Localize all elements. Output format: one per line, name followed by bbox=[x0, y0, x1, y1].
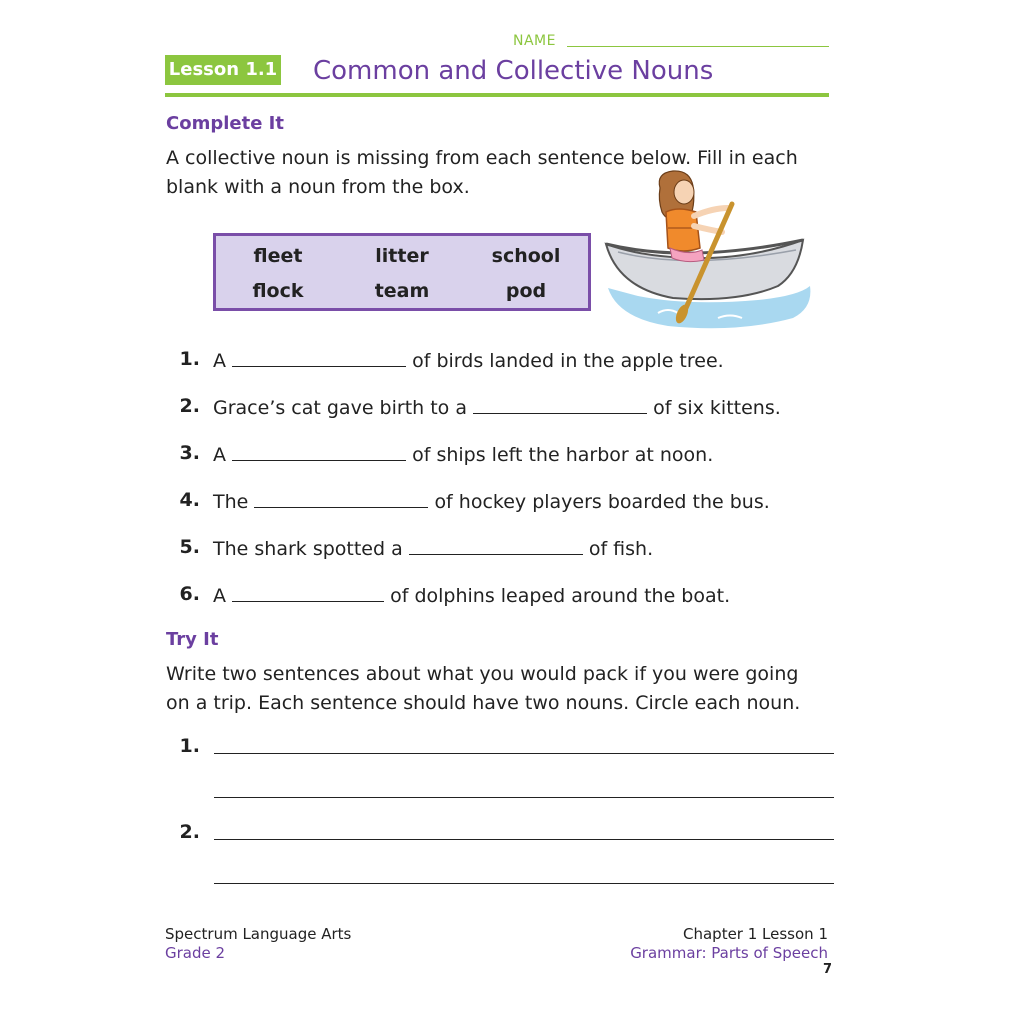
complete-it-heading: Complete It bbox=[166, 113, 284, 134]
answer-blank[interactable] bbox=[232, 583, 384, 602]
item-text-before: The shark spotted a bbox=[213, 538, 403, 560]
item-text bbox=[213, 583, 730, 607]
item-text-before: Grace’s cat gave birth to a bbox=[213, 397, 467, 419]
item-text bbox=[213, 395, 781, 419]
item-number: 5. bbox=[179, 536, 200, 558]
item-text bbox=[213, 442, 713, 466]
complete-it-instructions-line1: A collective noun is missing from each sentence below. Fill in each bbox=[166, 147, 798, 169]
footer-chapter: Chapter 1 Lesson 1 bbox=[683, 925, 828, 943]
name-label: NAME bbox=[513, 33, 556, 49]
answer-blank[interactable] bbox=[232, 348, 406, 367]
answer-blank[interactable] bbox=[254, 489, 428, 508]
word-bank-item: pod bbox=[505, 280, 547, 302]
item-text-before: A bbox=[213, 585, 226, 607]
item-text-after: of six kittens. bbox=[653, 397, 781, 419]
exercise-item bbox=[0, 395, 1024, 423]
item-text-before: The bbox=[213, 491, 249, 513]
answer-blank[interactable] bbox=[473, 395, 647, 414]
item-text bbox=[213, 489, 770, 513]
page-number: 7 bbox=[822, 962, 832, 977]
writing-line[interactable] bbox=[214, 797, 834, 798]
exercise-item bbox=[0, 489, 1024, 517]
exercise-item bbox=[0, 348, 1024, 376]
word-bank-item: fleet bbox=[253, 245, 303, 267]
writing-line[interactable] bbox=[214, 753, 834, 754]
footer-topic: Grammar: Parts of Speech bbox=[630, 944, 828, 962]
word-bank-item: litter bbox=[375, 245, 429, 267]
try-it-instructions-line2: on a trip. Each sentence should have two nouns. Circle each noun. bbox=[166, 692, 801, 714]
answer-blank[interactable] bbox=[232, 442, 406, 461]
girl-rowing-boat-illustration bbox=[598, 168, 813, 333]
item-number: 6. bbox=[179, 583, 200, 605]
item-text-after: of dolphins leaped around the boat. bbox=[390, 585, 731, 607]
item-text bbox=[213, 348, 724, 372]
name-input-line[interactable] bbox=[567, 46, 829, 47]
item-number: 1. bbox=[179, 735, 200, 757]
item-text-before: A bbox=[213, 444, 226, 466]
item-text bbox=[213, 536, 653, 560]
word-bank-item: team bbox=[374, 280, 430, 302]
complete-it-instructions-line2: blank with a noun from the box. bbox=[166, 176, 470, 198]
word-bank-item: flock bbox=[252, 280, 304, 302]
item-text-before: A bbox=[213, 350, 226, 372]
item-number: 2. bbox=[179, 395, 200, 417]
exercise-item bbox=[0, 536, 1024, 564]
word-bank-box bbox=[213, 233, 591, 311]
exercise-item bbox=[0, 583, 1024, 611]
lesson-badge: Lesson 1.1 bbox=[165, 55, 281, 85]
footer-grade: Grade 2 bbox=[165, 944, 226, 962]
item-text-after: of ships left the harbor at noon. bbox=[412, 444, 714, 466]
writing-line[interactable] bbox=[214, 883, 834, 884]
item-number: 4. bbox=[179, 489, 200, 511]
page-title: Common and Collective Nouns bbox=[313, 56, 714, 86]
try-it-heading: Try It bbox=[166, 629, 219, 650]
answer-blank[interactable] bbox=[409, 536, 583, 555]
footer-book-title: Spectrum Language Arts bbox=[165, 925, 352, 943]
writing-line[interactable] bbox=[214, 839, 834, 840]
item-text-after: of birds landed in the apple tree. bbox=[412, 350, 724, 372]
item-number: 1. bbox=[179, 348, 200, 370]
title-divider bbox=[165, 93, 829, 97]
try-it-instructions-line1: Write two sentences about what you would pack if you were going bbox=[166, 663, 799, 685]
item-number: 2. bbox=[179, 821, 200, 843]
item-number: 3. bbox=[179, 442, 200, 464]
word-bank-item: school bbox=[491, 245, 561, 267]
item-text-after: of hockey players boarded the bus. bbox=[434, 491, 770, 513]
item-text-after: of fish. bbox=[588, 538, 654, 560]
exercise-item bbox=[0, 442, 1024, 470]
